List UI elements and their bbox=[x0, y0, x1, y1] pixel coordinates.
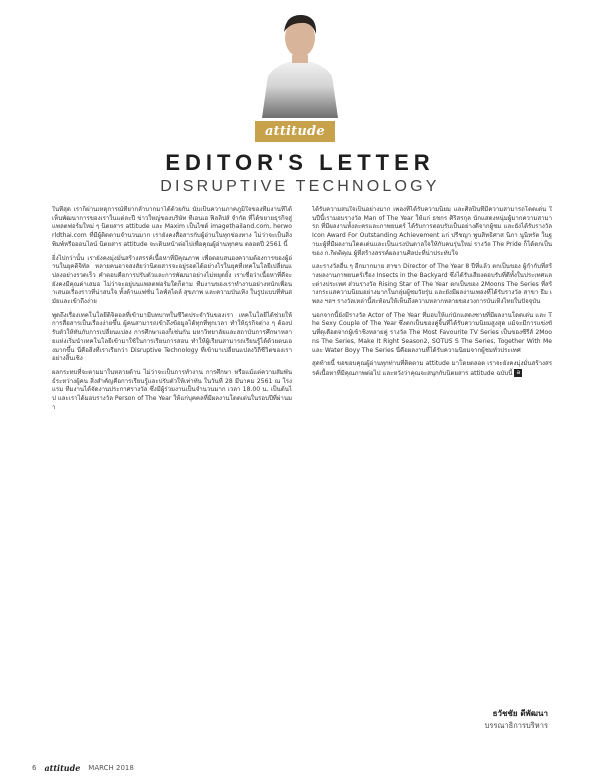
paragraph: พูดถึงเรื่องเทคโนโลยีดิจิตอลที่เข้ามามีบทบาทในชีวิตประจำวันของเรา เทคโนโลยีได้ช่วยให้การสื่อสารเป็นเรื่องง่ายขึ้น ผู้คนสามารถเข้าถึงข้อมูลได้ทุกที่ทุกเวลา ทำให้ธุรกิจต่าง ๆ ต้องปรับตัวให้ทันกับการเปลี่ยนแปลง การศึกษาเองก็เช่นกัน มหาวิทยาลัยและสถาบันการศึกษาหลายแห่งเริ่มนำเทคโนโลยีเข้ามาใช้ในการเรียนการสอน ทำให้ผู้เรียนสามารถเรียนรู้ได้ด้วยตนเองมากขึ้น นี่คือสิ่งที่เราเรียกว่า Disruptive Technology ที่เข้ามาเปลี่ยนแปลงวิถีชีวิตของเราอย่างสิ้นเชิง bbox=[52, 311, 292, 363]
editor-name: ธวัชชัย ดีพัฒนา bbox=[492, 709, 548, 718]
paragraph: ผลกระทบที่จะตามมาในหลายด้าน ไม่ว่าจะเป็นการทำงาน การศึกษา หรือแม้แต่ความสัมพันธ์ระหว่างผู้คน สิ่งสำคัญคือการเรียนรู้และปรับตัวให้เท่าทัน ในวันที่ 28 มีนาคม 2561 ณ โรงแรม ทีมงานได้จัดงานประกาศรางวัล ซึ่งมีผู้ร่วมงานเป็นจำนวนมาก เวลา 18.00 น. เป็นต้นไป และเราได้มอบรางวัล Person of The Year ให้แก่บุคคลที่มีผลงานโดดเด่นในรอบปีที่ผ่านมา bbox=[52, 368, 292, 411]
attitude-logo-tag: attitude bbox=[255, 121, 335, 142]
page-number: 6 bbox=[32, 764, 37, 772]
page-title: EDITOR'S LETTER bbox=[165, 150, 435, 175]
issue-date: MARCH 2018 bbox=[88, 764, 134, 772]
end-mark-icon: a bbox=[514, 369, 522, 377]
editor-role: บรรณาธิการบริหาร bbox=[484, 721, 548, 730]
paragraph: ในที่สุด เราก็ผ่านเหตุการณ์ที่ยากลำบากมาได้ด้วยกัน นับเป็นความภาคภูมิใจของทีมงานที่ได้เห็นพัฒนาการของเราในแต่ละปี ข่าวใหญ่ของบริษัท ทีเอนเอ ฟิลลิปส์ จำกัด ที่ได้ขยายธุรกิจสู่แพลตฟอร์มใหม่ ๆ นิตยสาร attitude และ Maxim เป็นไซต์ imagethailand.com, herworldthai.com ที่มีผู้ติดตามจำนวนมาก เรายังคงสื่อสารกับผู้อ่านในทุกช่องทาง ไม่ว่าจะเป็นสิ่งพิมพ์หรือออนไลน์ นิตยสาร attitude จะเดินหน้าต่อไปเพื่อคุณผู้อ่านทุกคน ตลอดปี 2561 นี้ bbox=[52, 206, 292, 248]
closing-text: สุดท้ายนี้ ขอขอบคุณผู้อ่านทุกท่านที่ติดตาม attitude มาโดยตลอด เราจะยังคงมุ่งมั่นสร้างสรรค์เนื้อหาที่มีคุณภาพต่อไป และหวังว่าคุณจะสนุกกับนิตยสาร attitude ฉบับนี้ bbox=[312, 360, 552, 377]
right-column bbox=[312, 206, 552, 676]
editor-portrait bbox=[244, 6, 356, 118]
paragraph: ยิ่งไปกว่านั้น เรายังคงมุ่งมั่นสร้างสรรค์เนื้อหาที่มีคุณภาพ เพื่อตอบสนองความต้องการของผู้อ่านในยุคดิจิทัล หลายคนอาจสงสัยว่านิตยสารจะอยู่รอดได้อย่างไรในยุคที่เทคโนโลยีเปลี่ยนแปลงอย่างรวดเร็ว คำตอบคือการปรับตัวและการพัฒนาอย่างไม่หยุดยั้ง เราเชื่อว่าเนื้อหาที่ดีจะยังคงมีคุณค่าเสมอ ไม่ว่าจะอยู่บนแพลตฟอร์มใดก็ตาม ทีมงานของเราทำงานอย่างหนักเพื่อนำเสนอเรื่องราวที่น่าสนใจ ทั้งด้านแฟชั่น ไลฟ์สไตล์ สุขภาพ และความบันเทิง ในรูปแบบที่ทันสมัยและเข้าถึงง่าย bbox=[52, 254, 292, 306]
paragraph: ได้รับความสนใจเป็นอย่างมาก เพลงที่ได้รับความนิยม และศิลปินที่มีความสามารถโดดเด่น ในปีนี้เรามอบรางวัล Man of The Year ให้แก่ ธชกร ศิริสรกุล นักแสดงหนุ่มผู้มากความสามารถ ที่มีผลงานทั้งละครและภาพยนตร์ ได้รับการตอบรับเป็นอย่างดีจากผู้ชม และยังได้รับรางวัล Icon Award For Outstanding Achievement แก่ ปรีชญา พูนสิทธิศาส นิภา นูนิทรัต ในฐานะผู้ที่มีผลงานโดดเด่นและเป็นแรงบันดาลใจให้กับคนรุ่นใหม่ รางวัล The Pride ก็ได้ตกเป็นของ ก.กิตติคุณ ผู้ที่สร้างสรรค์ผลงานศิลปะที่น่าประทับใจ bbox=[312, 206, 552, 257]
page-footer bbox=[32, 763, 134, 773]
page-subtitle: DISRUPTIVE TECHNOLOGY bbox=[160, 178, 440, 195]
paragraph: นอกจากนี้ยังมีรางวัล Actor of The Year ที่มอบให้แก่นักแสดงชายที่มีผลงานโดดเด่น และ The Sexy Couple of The Year ซึ่งตกเป็นของคู่จิ้นที่ได้รับความนิยมสูงสุด แม้จะมีการแข่งขันที่ดุเดือดจากผู้เข้าชิงหลายคู่ รางวัล The Most Favourite TV Series เป็นของซีรีส์ 2Moons The Series, Make It Right Season2, SOTUS S The Series, Together With Me และ Water Boyy The Series นี่คือผลงานที่ได้รับความนิยมจากผู้ชมทั่วประเทศ bbox=[312, 311, 552, 354]
left-column bbox=[52, 206, 292, 676]
footer-brand: attitude bbox=[44, 763, 81, 773]
paragraph bbox=[312, 360, 552, 378]
article-body bbox=[52, 206, 552, 676]
paragraph: และรางวัลอื่น ๆ อีกมากมาย สาขา Director of The Year 8 ปีที่แล้ว ตกเป็นของ ผู้กำกับที่สร้างผลงานภาพยนตร์เรื่อง Insects in the Backyard ซึ่งได้รับเสียงตอบรับที่ดีทั้งในประเทศและต่างประเทศ ส่วนรางวัล Rising Star of The Year ตกเป็นของ 2Moons The Series ที่สร้างกระแสความนิยมอย่างมากในกลุ่มผู้ชมวัยรุ่น และยังมีผลงานเพลงที่ได้รับรางวัล สาขา ธีม เพลง ฯลฯ รางวัลเหล่านี้สะท้อนให้เห็นถึงความหลากหลายของวงการบันเทิงไทยในปัจจุบัน bbox=[312, 263, 552, 306]
editor-signature bbox=[485, 708, 548, 731]
